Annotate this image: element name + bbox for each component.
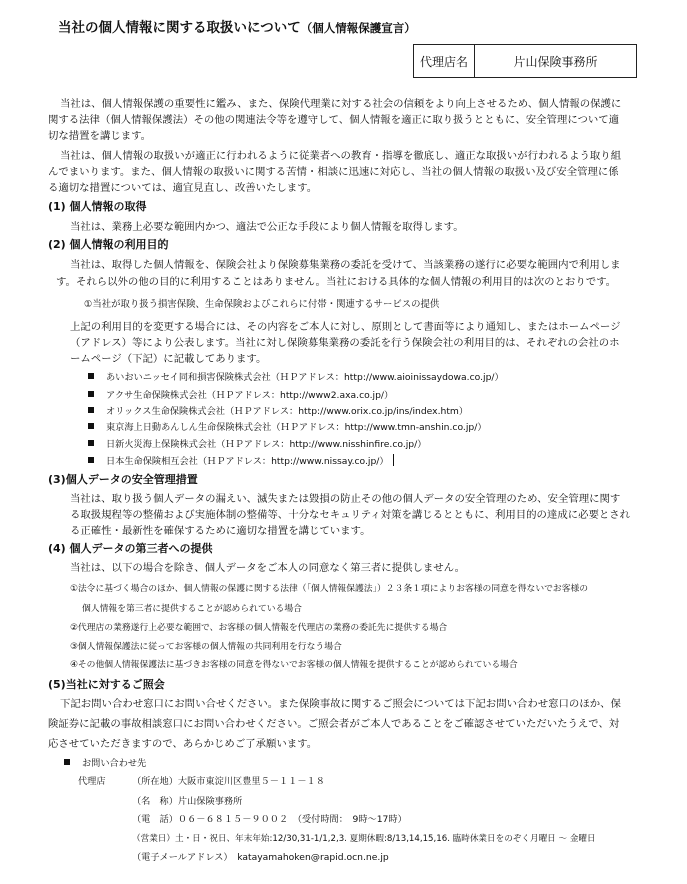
section-4-body: 当社は、以下の場合を除き、個人データをご本人の同意なく第三者に提供しません。 [70,562,466,574]
page-subtitle: （個人情報保護宣言） [300,21,416,35]
bullet-square-icon [88,423,94,429]
section-3-body: る正確性・最新性を確保するために適切な措置を講じています。 [70,525,371,537]
company-list-item: 日新火災海上保険株式会社（ＨＰアドレス：http://www.nisshinfire.co.jp/） [88,437,426,452]
bullet-square-icon [88,407,94,413]
section-heading-1: (1) 個人情報の取得 [48,200,147,213]
provision-item: 個人情報を第三者に提供することが認められている場合 [82,604,302,614]
company-list-item: オリックス生命保険株式会社（ＨＰアドレス：http://www.orix.co.jp/ins/index.htm） [88,404,468,419]
provision-item: ①法令に基づく場合のほか、個人情報の保護に関する法律（「個人情報保護法」）２３条１項によりお客様の同意を得ないでお客様の [70,584,589,594]
intro-line: 関する法律（個人情報保護法）その他の関連法令等を遵守して、個人情報を適正に取り扱うとともに、安全管理について適 [48,114,620,126]
contact-hours: （営業日）土・日・祝日、年末年始:12/30,31-1/1,2,3. 夏期休暇:8/13,14,15,16. 臨時休業日をのぞく月曜日 ～ 金曜日 [132,834,596,844]
contact-label: 代理店 [78,776,106,787]
section-heading-2: (2) 個人情報の利用目的 [48,238,169,251]
provision-item: ②代理店の業務遂行上必要な範囲で、お客様の個人情報を代理店の業務の委託先に提供する場合 [70,623,448,633]
section-heading-3: (3)個人データの安全管理措置 [48,473,198,486]
section-3-body: る取扱規程等の整備および実施体制の整備等、十分なセキュリティ対策を講じるとともに、利用目的の達成に必要とされ [70,509,631,521]
contact-name: （名 称）片山保険事務所 [132,796,243,807]
page-title: 当社の個人情報に関する取扱いについて（個人情報保護宣言） [58,20,416,36]
company-list-item: あいおいニッセイ同和損害保険株式会社（ＨＰアドレス：http://www.aioinissaydowa.co.jp/） [88,370,504,385]
intro-line: んでまいります。また、個人情報の取扱いに関する苦情・相談に迅速に対応し、当社の個人情報の取扱い及び安全管理に係 [48,166,619,178]
provision-item: ④その他個人情報保護法に基づきお客様の同意を得ないでお客様の個人情報を提供することが認められている場合 [70,660,518,670]
agency-box [413,44,637,78]
intro-line: 当社は、個人情報の取扱いが適正に行われるように従業者への教育・指導を徹底し、適正な取扱いが行われるよう取り組 [60,150,622,162]
purpose-change: ームページ（下記）に記載してあります。 [70,353,267,365]
bullet-square-icon [88,373,94,379]
company-list-item: アクサ生命保険株式会社（ＨＰアドレス：http://www2.axa.co.jp/） [88,388,393,403]
intro-line: る適切な措置については、適宜見直し、改善いたします。 [48,182,318,194]
provision-item: ③個人情報保護法に従ってお客様の個人情報の共同利用を行なう場合 [70,642,342,652]
bullet-square-icon [88,391,94,397]
company-list-item: 東京海上日動あんしん生命保険株式会社（ＨＰアドレス：http://www.tmn-anshin.co.jp/） [88,420,487,435]
section-5-body: 応させていただきますので、あらかじめご了承願います。 [48,738,318,750]
intro-line: 切な措置を講じます。 [48,130,152,142]
agency-name: 片山保険事務所 [513,54,598,69]
intro-line: 当社は、個人情報保護の重要性に鑑み、また、保険代理業に対する社会の信頼をより向上させるため、個人情報の保護に [60,98,622,110]
text-cursor [393,454,394,466]
section-2-body: す。それら以外の他の目的に利用することはありません。当社における具体的な個人情報の利用目的は次のとおりです。 [56,276,617,288]
contact-heading: お問い合わせ先 [64,756,146,771]
purpose-item: ①当社が取り扱う損害保険、生命保険およびこれらに付帯・関連するサービスの提供 [84,299,440,310]
purpose-change: （アドレス）等により公表します。当社に対し保険募集業務の委託を行う保険会社の利用目的は、それぞれの会社のホ [70,337,620,349]
bullet-square-icon [64,759,70,765]
company-list-item: 日本生命保険相互会社（ＨＰアドレス：http://www.nissay.co.jp/） [88,454,394,469]
contact-address: （所在地）大阪市東淀川区豊里５－１１－１８ [132,776,325,787]
contact-email[interactable]: （電子メールアドレス） katayamahoken@rapid.ocn.ne.jp [132,852,389,863]
section-5-body: 下記お問い合わせ窓口にお問い合せください。また保険事故に関するご照会については下記お問い合わせ窓口のほか、保 [60,698,621,710]
section-1-body: 当社は、業務上必要な範囲内かつ、適法で公正な手段により個人情報を取得します。 [70,221,464,233]
purpose-change: 上記の利用目的を変更する場合には、その内容をご本人に対し、原則として書面等により通知し、またはホームページ [70,321,621,333]
agency-label: 代理店名 [414,45,475,77]
contact-phone: （電 話）０６－６８１５－９００２ （受付時間： 9時～17時） [132,814,407,825]
section-3-body: 当社は、取り扱う個人データの漏えい、滅失または毀損の防止その他の個人データの安全管理のため、安全管理に関す [70,493,621,505]
section-5-body: 険証券に記載の事故相談窓口にお問い合わせください。ご照会者がご本人であることをご確認させていただいたうえで、対 [48,718,620,730]
section-heading-4: (4) 個人データの第三者への提供 [48,542,213,555]
section-heading-5: (5)当社に対するご照会 [48,678,165,691]
section-2-body: 当社は、取得した個人情報を、保険会社より保険募集業務の委託を受けて、当該業務の遂行に必要な範囲内で利用しま [70,259,621,271]
bullet-square-icon [88,440,94,446]
bullet-square-icon [88,457,94,463]
